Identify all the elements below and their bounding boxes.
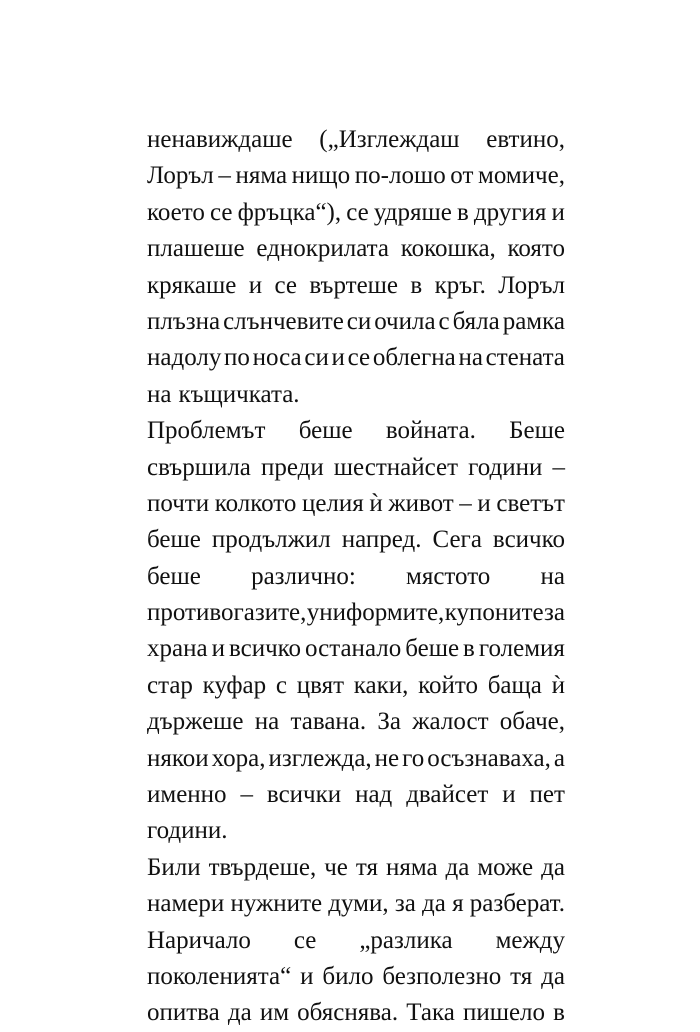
word: може [477,853,534,881]
word: от [450,162,474,190]
word: Наричало [147,926,251,954]
word: къщичката. [178,380,300,408]
word: не [374,744,400,772]
word: се [209,198,233,226]
word: всичко [228,635,302,663]
word: за [544,599,565,627]
word: било [322,962,374,990]
word: да [541,853,565,881]
text-line [147,559,565,595]
text-line [147,995,565,1031]
word: намери [147,890,225,918]
word: различно: [251,562,356,590]
text-line [147,231,565,267]
word: пишело [462,999,546,1027]
word: и [211,635,225,663]
paragraph [147,850,565,1032]
text-line [147,304,565,340]
word: почти [147,489,210,517]
word: всичко [492,526,565,554]
word: тя [510,962,533,990]
word: живот [388,489,454,517]
word: шестнайсет [333,453,459,481]
word: „разлика [359,926,453,954]
word: да [422,890,446,918]
word: по [224,344,250,372]
word: момиче, [478,162,565,190]
word: куфар [202,671,267,699]
word: За [377,708,402,736]
word: останало [305,635,402,663]
word: се [274,271,297,299]
word: в [456,198,469,226]
text-line [147,450,565,486]
text-line [147,522,565,558]
word: носа [252,344,302,372]
word: в [553,999,565,1027]
word: големия [478,635,565,663]
word: който [418,671,478,699]
word: и [248,271,263,299]
word: фръцка“), [237,198,342,226]
word: между [495,926,565,954]
word: и [477,489,491,517]
word: стената [485,344,565,372]
word: купоните [444,599,544,627]
word: разберат. [469,890,565,918]
word: в [463,635,475,663]
word: и [331,344,345,372]
word: обаче, [499,708,565,736]
paragraph [147,413,565,850]
word: твърдеше, [208,853,317,881]
word: пет [529,781,565,809]
word: еднокрилата [256,235,389,263]
word: им [259,999,290,1027]
word: слънчевите [223,307,344,335]
word: стар [147,671,193,699]
text-line [147,741,565,777]
word: се [347,344,371,372]
word: на [458,344,483,372]
word: крякаше [147,271,237,299]
word: – [240,781,253,809]
text-line [147,268,565,304]
text-line [147,158,565,194]
word: Лоръл [147,162,214,190]
word: беше [298,417,353,445]
word: го [402,744,425,772]
word: плашеше [147,235,245,263]
word: която [507,235,565,263]
word: осъзнаваха, [427,744,551,772]
word: продължил [211,526,331,554]
word: бяла [452,307,500,335]
word: Беше [509,417,565,445]
word: се [346,198,369,226]
word: – [459,489,472,517]
text-line [147,886,565,922]
word: нужните [230,890,323,918]
word: надолу [147,344,222,372]
word: („Изглеждаш [319,126,460,153]
word: поколенията“ [147,962,292,990]
word: я [452,890,464,918]
word: двайсет [406,781,489,809]
text-line [147,195,565,231]
word: обяснява. [297,999,399,1027]
word: евтино, [486,126,565,153]
word: на [147,380,172,408]
word: кръг. [434,271,486,299]
word: безполезно [382,962,502,990]
word: няма [385,853,438,881]
text-body [147,122,565,1032]
word: и [300,962,314,990]
word: плъзна [147,307,221,335]
word: храна [147,635,208,663]
word: хора, [211,744,266,772]
word: именно [147,781,227,809]
word: другия [473,198,547,226]
word: цвят [296,671,344,699]
word: а [553,744,565,772]
word: няма [235,162,288,190]
word: свършила [147,453,251,481]
word: да [541,962,565,990]
text-line [147,631,565,667]
word: мястото [406,562,491,590]
text-line [147,777,565,813]
word: нищо [291,162,351,190]
word: години [468,453,543,481]
word: опитва [147,999,220,1027]
word: Лоръл [498,271,565,299]
text-line [147,595,565,631]
word: войната. [385,417,476,445]
paragraph [147,122,565,413]
word: да [227,999,252,1027]
word: целия [301,489,364,517]
text-line [147,704,565,740]
text-line [147,850,565,886]
word: Били [147,853,201,881]
word: каки, [353,671,409,699]
text-line [147,377,565,413]
word: беше [147,562,201,590]
text-line [147,813,565,849]
word: тавана. [290,708,367,736]
word: Сега [432,526,482,554]
word: униформите, [306,599,445,627]
word: да [445,853,470,881]
word: жалост [412,708,489,736]
word: рамка [502,307,565,335]
word: си [346,307,372,335]
word: въртеше [309,271,399,299]
word: беше [405,635,460,663]
word: беше [147,526,201,554]
word: се [293,926,317,954]
word: противогазите, [147,599,307,627]
word: – [552,453,565,481]
word: в [410,271,423,299]
word: думи, [328,890,389,918]
word: и [551,198,565,226]
text-line [147,413,565,449]
word: с [275,671,287,699]
word: всички [266,781,342,809]
word: че [324,853,348,881]
text-line [147,668,565,704]
word: ѝ [551,671,565,699]
text-line [147,923,565,959]
text-line [147,122,565,158]
word: за [394,890,416,918]
word: – [218,162,231,190]
word: на [254,708,280,736]
word: Така [406,999,455,1027]
word: преди [260,453,324,481]
word: удряше [373,198,452,226]
word: облегна [372,344,456,372]
word: Проблемът [147,417,266,445]
word: си [304,344,329,372]
word: и [502,781,516,809]
word: години. [147,817,228,845]
word: светът [496,489,565,517]
word: ѝ [369,489,383,517]
word: с [438,307,450,335]
text-line [147,486,565,522]
word: на [540,562,565,590]
word: баща [487,671,542,699]
word: кокошка, [400,235,496,263]
word: по-лошо [354,162,446,190]
word: ненавиждаше [147,126,293,153]
word: някои [147,744,209,772]
word: над [355,781,393,809]
word: което [147,198,205,226]
word: изглежда, [268,744,372,772]
word: държеше [147,708,244,736]
word: напред. [341,526,422,554]
word: тя [355,853,378,881]
text-line [147,340,565,376]
word: очила [374,307,436,335]
word: колкото [214,489,297,517]
